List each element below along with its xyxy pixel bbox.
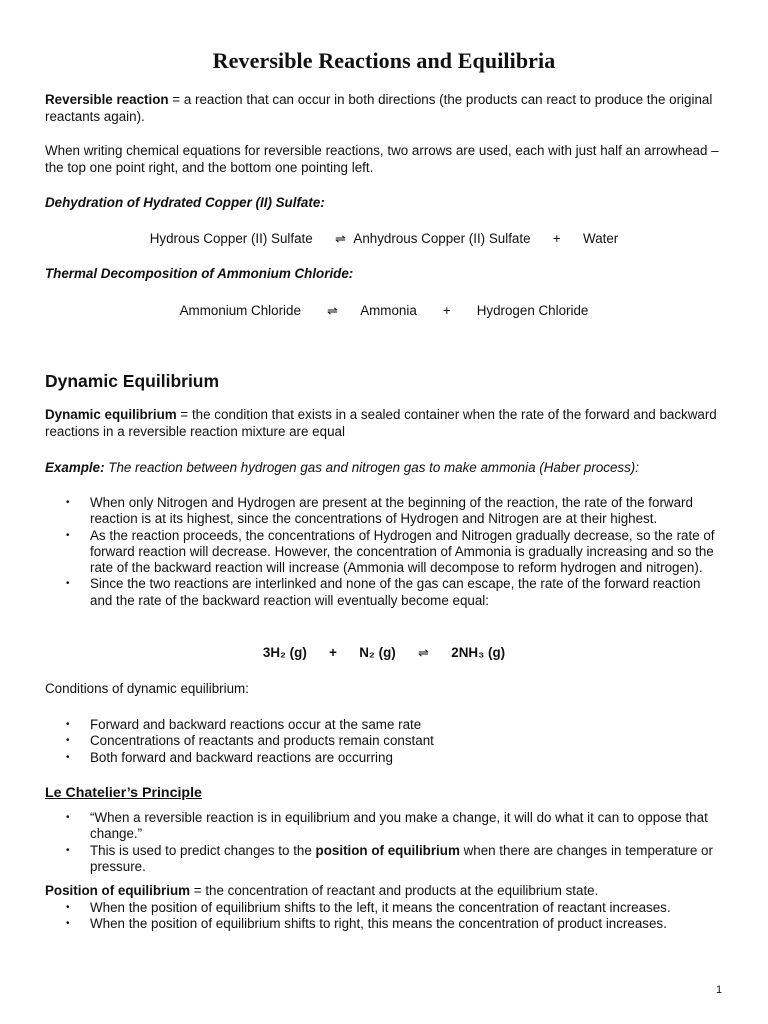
example2-product1: Ammonia bbox=[360, 303, 417, 318]
list-item-text: Since the two reactions are interlinked and none of the gas can escape, the rate of the forward reaction and the rate of the backward reaction will eventually become equal: bbox=[90, 576, 701, 608]
list-item bbox=[45, 495, 725, 528]
bullet-icon: • bbox=[66, 578, 70, 590]
bullet-icon: • bbox=[66, 735, 70, 747]
page-number: 1 bbox=[716, 984, 723, 996]
list-item-text: When only Nitrogen and Hydrogen are present at the beginning of the reaction, the rate of the forward reaction is at its highest, since the concentrations of Hydrogen and Nitrogen are at their highest. bbox=[90, 495, 693, 527]
haber-n2: N₂ (g) bbox=[359, 645, 396, 660]
list-item bbox=[45, 528, 725, 577]
example2-product2: Hydrogen Chloride bbox=[476, 303, 589, 318]
list-item-text: When the position of equilibrium shifts to the left, it means the concentration of reactant increases. bbox=[90, 900, 671, 915]
list-item-text: Concentrations of reactants and products remain constant bbox=[90, 733, 434, 749]
haber-equation bbox=[0, 645, 768, 661]
haber-nh3: 2NH₃ (g) bbox=[451, 645, 506, 660]
list-item bbox=[45, 843, 725, 876]
conditions-intro: Conditions of dynamic equilibrium: bbox=[45, 681, 249, 696]
example2-reactant: Ammonium Chloride bbox=[179, 303, 301, 318]
example2-heading: Thermal Decomposition of Ammonium Chloride: bbox=[45, 266, 354, 281]
bullet-icon: • bbox=[66, 719, 70, 730]
haber-h2: 3H₂ (g) bbox=[262, 645, 307, 660]
position-definition-text: = the concentration of reactant and products at the equilibrium state. bbox=[190, 883, 599, 898]
list-item-text: “When a reversible reaction is in equilibrium and you make a change, it will do what it can to oppose that change.” bbox=[90, 810, 708, 842]
reversible-definition-text: = a reaction that can occur in both directions (the products can react to produce the original reactants again). bbox=[45, 92, 713, 124]
position-of-equilibrium-bold: position of equilibrium bbox=[315, 842, 460, 858]
dynamic-bullet-list bbox=[45, 495, 725, 609]
list-item-text: As the reaction proceeds, the concentrations of Hydrogen and Nitrogen gradually decrease, so the rate of forward reaction will decrease. However, the concentration of Ammonia is gradually increasing and so the rate of the backward reaction will increase (Ammonia will decompose to reform hydrogen and nitrogen). bbox=[90, 527, 715, 576]
equilibrium-arrow-icon: ⇌ bbox=[418, 645, 429, 660]
list-item bbox=[45, 810, 725, 843]
le-chatelier-heading: Le Chatelier’s Principle bbox=[45, 785, 202, 801]
list-item bbox=[45, 750, 725, 766]
position-term: Position of equilibrium bbox=[45, 883, 191, 898]
list-item-text: When the position of equilibrium shifts to right, this means the concentration of product increases. bbox=[90, 916, 667, 932]
example2-plus: + bbox=[442, 303, 451, 318]
page-title: Reversible Reactions and Equilibria bbox=[212, 48, 556, 73]
list-item bbox=[45, 717, 725, 733]
reversible-term: Reversible reaction bbox=[45, 92, 169, 107]
le-chatelier-list bbox=[45, 810, 725, 875]
dynamic-definition-text: = the condition that exists in a sealed container when the rate of the forward and backward reactions in a reversible reaction mixture are equal bbox=[45, 407, 717, 439]
bullet-icon: • bbox=[66, 751, 70, 763]
list-item bbox=[45, 916, 725, 932]
equilibrium-arrow-icon: ⇌ bbox=[326, 303, 338, 318]
list-item-text: Forward and backward reactions occur at the same rate bbox=[90, 717, 422, 732]
bullet-icon: • bbox=[66, 902, 70, 913]
dynamic-equilibrium-heading: Dynamic Equilibrium bbox=[45, 371, 220, 391]
example-text: The reaction between hydrogen gas and nitrogen gas to make ammonia (Haber process): bbox=[104, 460, 639, 475]
arrows-note: When writing chemical equations for reversible reactions, two arrows are used, each with just half an arrowhead – the top one point right, and the bottom one pointing left. bbox=[45, 143, 719, 175]
example1-equation bbox=[0, 231, 768, 247]
list-item bbox=[45, 900, 725, 916]
bullet-icon: • bbox=[66, 497, 70, 508]
example1-reactant: Hydrous Copper (II) Sulfate bbox=[149, 231, 313, 246]
example-label: Example: bbox=[45, 460, 105, 475]
reversible-definition bbox=[45, 92, 725, 125]
dynamic-definition bbox=[45, 407, 725, 440]
list-item bbox=[45, 576, 725, 609]
dynamic-term: Dynamic equilibrium bbox=[45, 407, 177, 422]
example1-product1: Anhydrous Copper (II) Sulfate bbox=[353, 231, 531, 246]
position-definition bbox=[45, 883, 725, 900]
example1-heading: Dehydration of Hydrated Copper (II) Sulfate: bbox=[45, 195, 325, 210]
haber-plus: + bbox=[329, 645, 337, 660]
example2-equation bbox=[0, 303, 768, 319]
bullet-icon: • bbox=[66, 918, 70, 930]
position-list bbox=[45, 900, 725, 933]
bullet-icon: • bbox=[66, 529, 70, 541]
equilibrium-arrow-icon: ⇌ bbox=[335, 231, 346, 246]
bullet-icon: • bbox=[66, 812, 70, 823]
bullet-icon: • bbox=[66, 844, 70, 856]
list-item-text: This is used to predict changes to the bbox=[90, 842, 316, 858]
example1-plus: + bbox=[552, 231, 561, 246]
dynamic-example bbox=[45, 460, 725, 477]
list-item bbox=[45, 733, 725, 749]
conditions-list bbox=[45, 717, 725, 766]
list-item-text: Both forward and backward reactions are occurring bbox=[90, 749, 393, 765]
list-item-text: when there are changes in temperature or pressure. bbox=[90, 842, 713, 874]
example1-product2: Water bbox=[583, 231, 619, 246]
